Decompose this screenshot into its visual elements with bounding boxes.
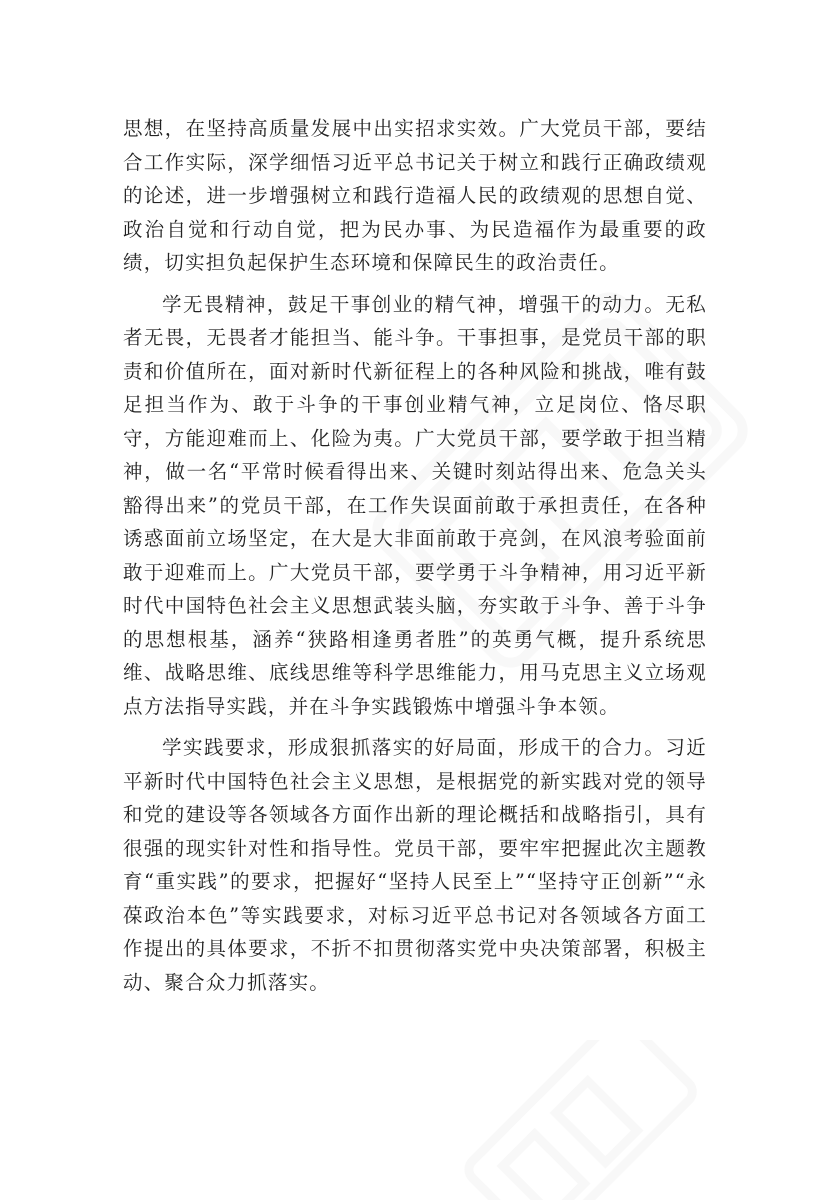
paragraph-3: 学实践要求，形成狠抓落实的好局面，形成干的合力。习近平新时代中国特色社会主义思想，是根据党的新实践对党的领导和党的建设等各领域各方面作出新的理论概括和战略指引，具有很强的现实针对性和指导性。党员干部，要牢牢把握此次主题教育“重实践”的要求，把握好“坚持人民至上”“坚持守正创新”“永葆政治本色”等实践要求，对标习近平总书记对各领域各方面工作提出的具体要求，不折不扣贯彻落实党中央决策部署，积极主动、聚合众力抓落实。 <box>123 736 707 994</box>
body-text <box>123 112 707 999</box>
paragraph-2: 学无畏精神，鼓足干事创业的精气神，增强干的动力。无私者无畏，无畏者才能担当、能斗争。干事担事，是党员干部的职责和价值所在，面对新时代新征程上的各种风险和挑战，唯有鼓足担当作为、敢于斗争的干事创业精气神，立足岗位、恪尽职守，方能迎难而上、化险为夷。广大党员干部，要学敢于担当精神，做一名“平常时候看得出来、关键时刻站得出来、危急关头豁得出来”的党员干部，在工作失误面前敢于承担责任，在各种诱惑面前立场坚定，在大是大非面前敢于亮剑，在风浪考验面前敢于迎难而上。广大党员干部，要学勇于斗争精神，用习近平新时代中国特色社会主义思想武装头脑，夯实敢于斗争、善于斗争的思想根基，涵养“狭路相逢勇者胜”的英勇气概，提升系统思维、战略思维、底线思维等科学思维能力，用马克思主义立场观点方法指导实践，并在斗争实践锻炼中增强斗争本领。 <box>123 292 707 718</box>
watermark-logo-fragment-icon <box>440 1040 700 1200</box>
paragraph-1: 思想，在坚持高质量发展中出实招求实效。广大党员干部，要结合工作实际，深学细悟习近平总书记关于树立和践行正确政绩观的论述，进一步增强树立和践行造福人民的政绩观的思想自觉、政治自觉和行动自觉，把为民办事、为民造福作为最重要的政绩，切实担负起保护生态环境和保障民生的政治责任。 <box>123 117 707 274</box>
